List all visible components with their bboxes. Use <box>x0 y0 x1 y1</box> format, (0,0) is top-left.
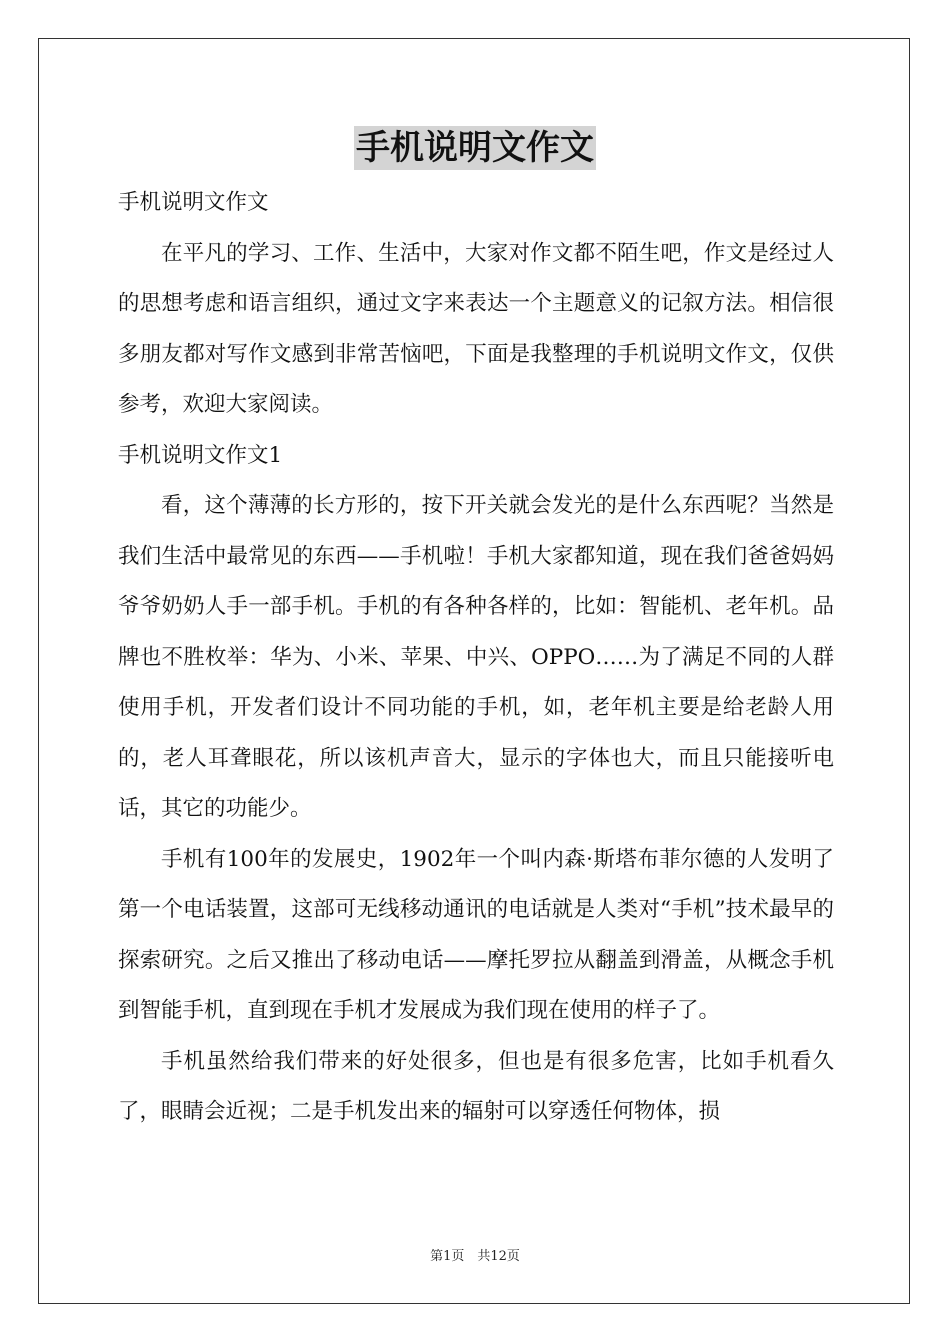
document-title <box>0 126 950 170</box>
paragraph-heading-essay-1: 手机说明文作文1 <box>118 442 283 468</box>
document-body <box>118 178 834 1138</box>
paragraph-essay-1-part-3: 手机虽然给我们带来的好处很多，但也是有很多危害，比如手机看久了，眼睛会近视；二是手机发出来的辐射可以穿透任何物体，损 <box>118 1048 834 1124</box>
page-footer <box>0 1245 950 1264</box>
page-number-label: 第1页 共12页 <box>430 1249 520 1264</box>
paragraph-intro: 在平凡的学习、工作、生活中，大家对作文都不陌生吧，作文是经过人的思想考虑和语言组织，通过文字来表达一个主题意义的记叙方法。相信很多朋友都对写作文感到非常苦恼吧，下面是我整理的手机说明文作文，仅供参考，欢迎大家阅读。 <box>118 240 834 417</box>
paragraph-heading-intro: 手机说明文作文 <box>118 190 269 215</box>
document-title-text: 手机说明文作文 <box>356 128 594 168</box>
paragraph-essay-1-part-2: 手机有100年的发展史，1902年一个叫内森·斯塔布菲尔德的人发明了第一个电话装置，这部可无线移动通讯的电话就是人类对“手机”技术最早的探索研究。之后又推出了移动电话——摩托罗拉从翻盖到滑盖，从概念手机到智能手机，直到现在手机才发展成为我们现在使用的样子了。 <box>118 846 834 1023</box>
paragraph-essay-1-part-1: 看，这个薄薄的长方形的，按下开关就会发光的是什么东西呢？当然是我们生活中最常见的东西——手机啦！手机大家都知道，现在我们爸爸妈妈爷爷奶奶人手一部手机。手机的有各种各样的，比如：智能机、老年机。品牌也不胜枚举：华为、小米、苹果、中兴、OPPO……为了满足不同的人群使用手机，开发者们设计不同功能的手机，如，老年机主要是给老龄人用的，老人耳聋眼花，所以该机声音大，显示的字体也大，而且只能接听电话，其它的功能少。 <box>118 493 834 821</box>
